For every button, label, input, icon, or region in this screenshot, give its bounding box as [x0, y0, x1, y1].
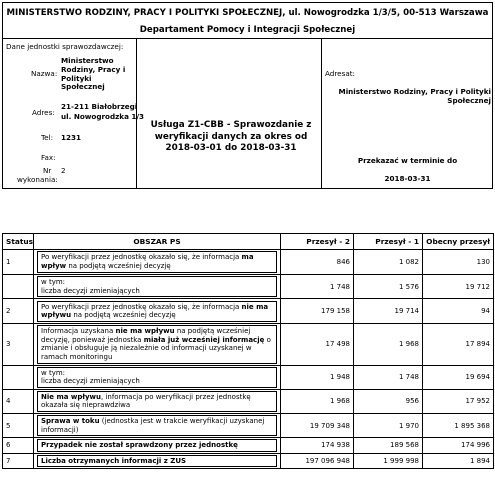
row-status: 2 [3, 299, 34, 324]
divider [321, 39, 322, 188]
value-transfer-1: 1 999 998 [354, 453, 423, 469]
execution-number-label: wykonania: [17, 175, 58, 184]
value-current: 1 895 368 [423, 413, 494, 437]
department-name: Departament Pomocy i Integracji Społecznej [139, 25, 356, 35]
row-status: 4 [3, 389, 34, 413]
column-header-transfer-2: Przesył - 2 [281, 234, 354, 250]
value-transfer-2: 179 158 [281, 299, 354, 324]
row-description [34, 250, 281, 275]
value-transfer-2: 1 748 [281, 275, 354, 299]
value-transfer-1: 1 748 [354, 365, 423, 389]
row-description [34, 453, 281, 469]
row-description [34, 324, 281, 365]
description-emphasis: ma wpływ [41, 253, 254, 270]
row-status: 5 [3, 413, 34, 437]
row-status [3, 275, 34, 299]
value-current: 174 996 [423, 438, 494, 454]
value-transfer-1: 1 576 [354, 275, 423, 299]
report-info-block [2, 39, 493, 189]
value-current: 130 [423, 250, 494, 275]
value-transfer-2: 1 948 [281, 365, 354, 389]
row-status: 3 [3, 324, 34, 365]
value-transfer-1: 956 [354, 389, 423, 413]
value-transfer-1: 189 568 [354, 438, 423, 454]
description-emphasis: Nie ma wpływu [41, 392, 101, 401]
value-transfer-2: 174 938 [281, 438, 354, 454]
table-row [3, 324, 494, 365]
column-header-current: Obecny przesył [423, 234, 494, 250]
description-text: na podjętą wcześniej decyzję [66, 262, 171, 270]
report-title: Usługa Z1-CBB - Sprawozdanie z weryfikacji danych za okres od 2018-03-01 do 2018-03-31 [150, 120, 312, 153]
phone-label: Tel: [41, 133, 54, 142]
fax-label: Fax: [41, 153, 56, 162]
value-transfer-1: 1 968 [354, 324, 423, 365]
ministry-address-line: MINISTERSTWO RODZINY, PRACY I POLITYKI SPOŁECZNEJ, ul. Nowogrodzka 1/3/5, 00-513 Warszawa [6, 8, 489, 18]
value-current: 19 694 [423, 365, 494, 389]
description-emphasis: Przypadek nie został sprawdzony przez jednostkę [41, 441, 238, 450]
value-transfer-2: 19 709 348 [281, 413, 354, 437]
table-row [3, 250, 494, 275]
verification-table [2, 233, 494, 469]
description-text: (jednostka jest w trakcie weryfikacji uzyskanej informacji) [41, 416, 265, 434]
description-text: liczba decyzji zmieniających [41, 286, 140, 295]
table-row [3, 453, 494, 469]
unit-phone: 1231 [61, 133, 82, 142]
execution-number-label: Nr [43, 166, 52, 175]
address-label: Adres: [32, 108, 55, 117]
value-transfer-2: 846 [281, 250, 354, 275]
description-emphasis: Liczba otrzymanych informacji z ZUS [41, 456, 187, 465]
name-label: Nazwa: [31, 69, 58, 78]
execution-number: 2 [61, 166, 66, 175]
column-header-area: OBSZAR PS [34, 234, 281, 250]
column-header-transfer-1: Przesył - 1 [354, 234, 423, 250]
description-emphasis: miała już wcześniej informację [143, 335, 265, 344]
row-status [3, 365, 34, 389]
description-text: Informacja uzyskana [41, 327, 116, 336]
column-header-status: Status [3, 234, 34, 250]
table-row [3, 299, 494, 324]
row-description [34, 389, 281, 413]
description-text: na podjętą wcześniej decyzję, ponieważ jednostka [41, 327, 251, 344]
value-current: 19 712 [423, 275, 494, 299]
row-description [34, 413, 281, 437]
unit-address-line2: ul. Nowogrodzka 1/3 [61, 112, 145, 121]
description-text: o zmianie i obsługuje ją niezależnie od informacji uzyskanej w ramach monitoringu [41, 335, 271, 361]
value-current: 1 894 [423, 453, 494, 469]
unit-section-label: Dane jednostki sprawozdawczej: [6, 42, 124, 51]
value-transfer-2: 17 498 [281, 324, 354, 365]
table-row [3, 389, 494, 413]
row-status: 1 [3, 250, 34, 275]
unit-address-line1: 21-211 Białobrzegi [61, 102, 138, 111]
deadline-date: 2018-03-31 [384, 174, 431, 183]
row-status: 7 [3, 453, 34, 469]
description-text: Po weryfikacji przez jednostkę okazało się, że informacja [41, 302, 242, 311]
table-header-row [3, 234, 494, 250]
addressee-name: Ministerstwo Rodziny, Pracy i Polityki Społecznej [338, 87, 491, 105]
table-row [3, 438, 494, 454]
description-text: , informacja po weryfikacji przez jednostkę okazała się nieprawdziwa [41, 392, 251, 410]
value-transfer-2: 197 096 948 [281, 453, 354, 469]
addressee-label: Adresat: [325, 69, 355, 78]
row-description [34, 275, 281, 299]
value-transfer-1: 1 970 [354, 413, 423, 437]
row-description [34, 299, 281, 324]
row-description [34, 365, 281, 389]
ministry-header [2, 2, 493, 39]
description-text: liczba decyzji zmieniających [41, 377, 140, 386]
value-transfer-2: 1 968 [281, 389, 354, 413]
description-text: Po weryfikacji przez jednostkę okazało się, że informacja [41, 253, 242, 262]
row-status: 6 [3, 438, 34, 454]
value-current: 17 894 [423, 324, 494, 365]
table-row [3, 413, 494, 437]
description-text: w tym: [41, 368, 66, 377]
value-transfer-1: 1 082 [354, 250, 423, 275]
value-transfer-1: 19 714 [354, 299, 423, 324]
description-text: na podjętą wcześniej decyzję [71, 311, 176, 320]
description-text: w tym: [41, 278, 66, 286]
table-row [3, 275, 494, 299]
unit-name: Ministerstwo Rodziny, Pracy i Polityki Społecznej [61, 56, 126, 92]
row-description [34, 438, 281, 454]
value-current: 94 [423, 299, 494, 324]
deadline-label: Przekazać w terminie do [357, 156, 458, 165]
description-emphasis: nie ma wpływu [41, 302, 269, 320]
value-current: 17 952 [423, 389, 494, 413]
table-row [3, 365, 494, 389]
description-emphasis: Sprawa w toku [41, 416, 100, 425]
description-emphasis: nie ma wpływu [115, 327, 175, 336]
